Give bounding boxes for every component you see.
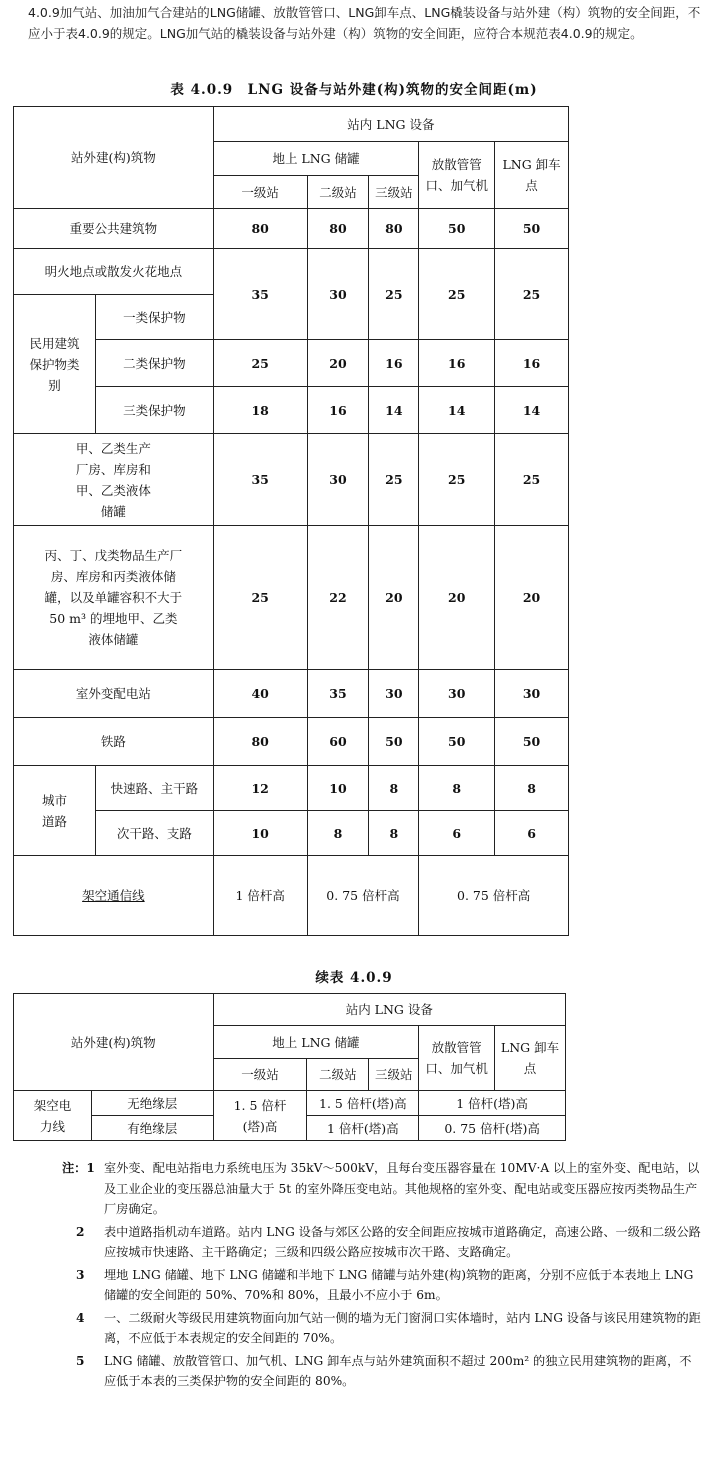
cell: 8 [419,766,495,811]
row-label: 铁路 [14,718,214,766]
cell: 1 倍杆(塔)高 [419,1091,566,1116]
cell: 8 [495,766,569,811]
cell: 14 [495,387,569,434]
cell: 18 [213,387,307,434]
cell: 60 [307,718,369,766]
table-row [14,434,569,526]
cell: 25 [419,434,495,526]
cell: 0. 75 倍杆(塔)高 [419,1116,566,1141]
row-label: 丙、丁、戊类物品生产厂房、库房和丙类液体储罐，以及单罐容积不大于 50 m³ 的埋地甲、乙类液体储罐 [14,526,214,670]
row-label: 甲、乙类生产厂房、库房和甲、乙类液体储罐 [14,434,214,526]
row-label: 二类保护物 [95,340,213,387]
table-row [14,1091,566,1116]
cell: 30 [307,434,369,526]
table-row [14,526,569,670]
row-label: 明火地点或散发火花地点 [14,249,214,295]
cell: 6 [495,811,569,856]
cell: 50 [495,209,569,249]
row-group-label: 架空电力线 [14,1091,92,1141]
row-label: 三类保护物 [95,387,213,434]
row-label: 室外变配电站 [14,670,214,718]
note-number: 4 [76,1310,85,1325]
note-text: 表中道路指机动车道路。站内 LNG 设备与郊区公路的安全间距应按城市道路确定，高速公路、一级和二级公路应按城市快速路、主干路确定；三级和四级公路应按城市次干路、支路确定。 [104,1224,701,1259]
cell: 8 [307,811,369,856]
safety-distance-table [13,106,569,936]
cell: 25 [495,249,569,340]
row-group-label: 民用建筑保护物类别 [14,295,96,434]
cell: 80 [369,209,419,249]
cell: 16 [307,387,369,434]
cell: 0. 75 倍杆高 [307,856,419,936]
note-text: 埋地 LNG 储罐、地下 LNG 储罐和半地下 LNG 储罐与站外建(构)筑物的距离，分别不应低于本表地上 LNG 储罐的安全间距的 50%、70%和 80%，且最小不应小于 6m。 [104,1267,694,1302]
table-row [14,340,569,387]
table-row [14,856,569,936]
cell: 30 [495,670,569,718]
cell: 20 [495,526,569,670]
cell: 50 [369,718,419,766]
cell: 50 [495,718,569,766]
row-label: 架空通信线 [14,856,214,936]
note-item [62,1351,702,1392]
cell: 25 [419,249,495,340]
header-grade-2: 二级站 [307,1059,369,1091]
cell: 10 [213,811,307,856]
table-row [14,209,569,249]
table-row [14,670,569,718]
cell: 16 [369,340,419,387]
header-lng-group: 站内 LNG 设备 [213,994,565,1026]
note-item [62,1158,702,1220]
note-number: 2 [76,1224,85,1239]
cell: 0. 75 倍杆高 [419,856,569,936]
table-row [14,718,569,766]
continued-table [13,993,566,1141]
row-label: 无绝缘层 [91,1091,213,1116]
header-vent: 放散管管口、加气机 [419,1026,495,1091]
cell: 20 [307,340,369,387]
cell: 20 [419,526,495,670]
note-item [62,1308,702,1349]
header-corner: 站外建(构)筑物 [14,107,214,209]
row-label: 一类保护物 [95,295,213,340]
table-row [14,766,569,811]
cell: 16 [495,340,569,387]
cell: 14 [419,387,495,434]
header-grade-1: 一级站 [213,1059,307,1091]
cell: 14 [369,387,419,434]
cell: 1 倍杆高 [213,856,307,936]
cell: 35 [307,670,369,718]
header-lng-group: 站内 LNG 设备 [213,107,568,142]
row-label: 有绝缘层 [91,1116,213,1141]
note-number: 5 [76,1353,85,1368]
table-row [14,387,569,434]
cell: 35 [213,434,307,526]
header-vent: 放散管管口、加气机 [419,142,495,209]
cell: 16 [419,340,495,387]
table-row [14,811,569,856]
note-item [62,1222,702,1263]
row-label: 次干路、支路 [95,811,213,856]
intro-paragraph: 4.0.9加气站、加油加气合建站的LNG储罐、放散管管口、LNG卸车点、LNG橇装设备与站外建（构）筑物的安全间距，不应小于表4.0.9的规定。LNG加气站的橇装设备与站外建（构）筑物的安全间距，应符合本规范表4.0.9的规定。 [28,5,701,41]
continued-table-caption: 续表 4.0.9 [315,970,393,986]
cell: 80 [213,718,307,766]
cell: 30 [307,249,369,340]
cell: 35 [213,249,307,340]
cell: 80 [307,209,369,249]
cell: 40 [213,670,307,718]
cell: 25 [369,249,419,340]
cell: 50 [419,718,495,766]
note-number: 3 [76,1267,85,1282]
notes [62,1158,702,1394]
header-grade-3: 三级站 [369,176,419,209]
header-unload: LNG 卸车点 [495,1026,566,1091]
cell: 25 [369,434,419,526]
header-corner: 站外建(构)筑物 [14,994,214,1091]
cell: 1 倍杆(塔)高 [307,1116,419,1141]
cell: 6 [419,811,495,856]
header-grade-2: 二级站 [307,176,369,209]
cell: 1. 5 倍杆(塔)高 [213,1091,307,1141]
cell: 25 [213,340,307,387]
note-number: 注：1 [62,1161,95,1175]
cell: 50 [419,209,495,249]
note-text: LNG 储罐、放散管管口、加气机、LNG 卸车点与站外建筑面积不超过 200m² 的独立民用建筑物的距离，不应低于本表的三类保护物的安全间距的 80%。 [104,1353,692,1388]
cell: 30 [369,670,419,718]
cell: 12 [213,766,307,811]
header-unload: LNG 卸车点 [495,142,569,209]
cell: 8 [369,766,419,811]
header-tank: 地上 LNG 储罐 [213,1026,419,1059]
note-text: 室外变、配电站指电力系统电压为 35kV～500kV，且每台变压器容量在 10MV·A 以上的室外变、配电站，以及工业企业的变压器总油量大于 5t 的室外降压变电站。其他规格的室外变、配电站或变压器应按丙类物品生产厂房确定。 [104,1161,700,1216]
cell: 22 [307,526,369,670]
header-grade-1: 一级站 [213,176,307,209]
note-text: 一、二级耐火等级民用建筑物面向加气站一侧的墙为无门窗洞口实体墙时，站内 LNG 设备与该民用建筑物的距离，不应低于本表规定的安全间距的 70%。 [104,1310,701,1345]
row-label: 快速路、主干路 [95,766,213,811]
cell: 25 [495,434,569,526]
note-item [62,1265,702,1306]
table-row [14,249,569,295]
cell: 20 [369,526,419,670]
header-grade-3: 三级站 [369,1059,419,1091]
cell: 30 [419,670,495,718]
cell: 8 [369,811,419,856]
cell: 10 [307,766,369,811]
cell: 80 [213,209,307,249]
table-caption: 表 4.0.9 LNG 设备与站外建(构)筑物的安全间距(m) [170,82,538,98]
cell: 25 [213,526,307,670]
header-tank: 地上 LNG 储罐 [213,142,419,176]
row-label: 重要公共建筑物 [14,209,214,249]
cell: 1. 5 倍杆(塔)高 [307,1091,419,1116]
row-group-label: 城市道路 [14,766,96,856]
